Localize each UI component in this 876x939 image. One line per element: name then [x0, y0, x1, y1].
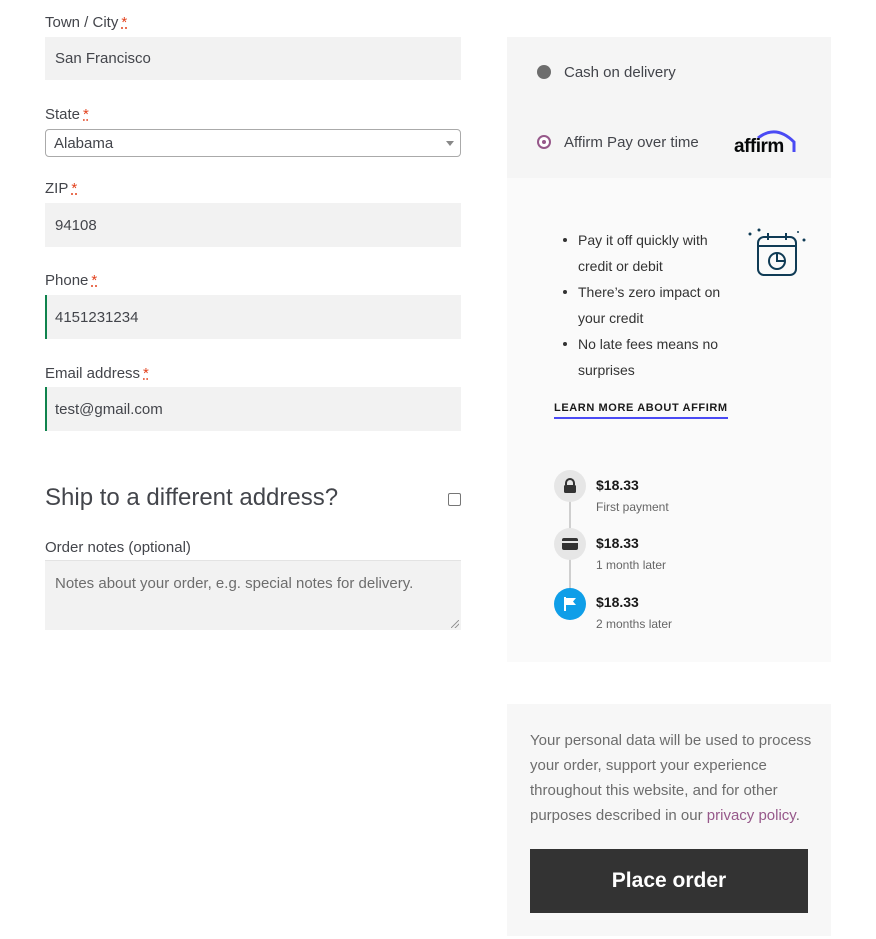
- required-mark: *: [121, 14, 128, 31]
- email-label: Email address *: [45, 365, 149, 382]
- payment-due: First payment: [596, 500, 669, 514]
- resize-handle-icon[interactable]: [451, 620, 459, 628]
- affirm-logo-text: affirm: [734, 136, 784, 157]
- required-mark: *: [91, 272, 98, 289]
- payment-amount: $18.33: [596, 594, 639, 610]
- order-notes-placeholder: Notes about your order, e.g. special notes for delivery.: [55, 575, 414, 592]
- list-item: Pay it off quickly with credit or debit: [555, 227, 735, 279]
- required-mark: *: [71, 180, 78, 197]
- radio-cash-on-delivery[interactable]: [537, 65, 551, 79]
- lock-icon: [554, 470, 586, 502]
- payment-label-affirm[interactable]: Affirm Pay over time: [564, 134, 699, 151]
- order-notes-label: Order notes (optional): [45, 539, 191, 556]
- affirm-logo: [734, 128, 798, 156]
- state-select[interactable]: [45, 129, 461, 157]
- privacy-policy-link[interactable]: privacy policy: [706, 807, 796, 824]
- email-input[interactable]: [45, 387, 461, 431]
- calendar-icon: [746, 228, 808, 280]
- payment-label-cod[interactable]: Cash on delivery: [564, 64, 676, 81]
- order-notes-textarea[interactable]: [45, 560, 461, 630]
- payment-due: 1 month later: [596, 558, 667, 572]
- city-input[interactable]: [45, 37, 461, 80]
- phone-value: 4151231234: [55, 308, 139, 326]
- privacy-text: Your personal data will be used to process your order, support your experience throughout this website, and for other purposes described in our: [530, 732, 812, 824]
- place-order-button[interactable]: Place order: [530, 849, 808, 913]
- flag-icon: [554, 588, 586, 620]
- ship-different-heading: Ship to a different address?: [45, 484, 339, 511]
- payment-amount: $18.33: [596, 535, 639, 551]
- chevron-down-icon: [446, 141, 454, 146]
- state-value: Alabama: [54, 134, 114, 152]
- required-mark: *: [83, 106, 89, 123]
- privacy-notice: [530, 728, 815, 828]
- phone-label: Phone *: [45, 272, 98, 289]
- list-item: There’s zero impact on your credit: [555, 279, 735, 331]
- required-mark: *: [143, 365, 149, 382]
- affirm-benefits-list: [555, 227, 735, 383]
- payment-amount: $18.33: [596, 477, 639, 493]
- zip-value: 94108: [55, 216, 97, 234]
- city-value: San Francisco: [55, 50, 151, 67]
- email-value: test@gmail.com: [55, 400, 163, 418]
- radio-affirm[interactable]: [537, 135, 551, 149]
- phone-input[interactable]: [45, 295, 461, 339]
- zip-label: ZIP *: [45, 180, 78, 197]
- payment-due: 2 months later: [596, 617, 673, 631]
- state-label: State *: [45, 106, 89, 123]
- card-icon: [554, 528, 586, 560]
- ship-different-checkbox[interactable]: [448, 493, 461, 506]
- list-item: No late fees means no surprises: [555, 331, 735, 383]
- learn-more-affirm-link[interactable]: LEARN MORE ABOUT AFFIRM: [554, 402, 728, 419]
- zip-input[interactable]: [45, 203, 461, 247]
- city-label: Town / City *: [45, 14, 128, 31]
- privacy-suffix: .: [795, 807, 800, 824]
